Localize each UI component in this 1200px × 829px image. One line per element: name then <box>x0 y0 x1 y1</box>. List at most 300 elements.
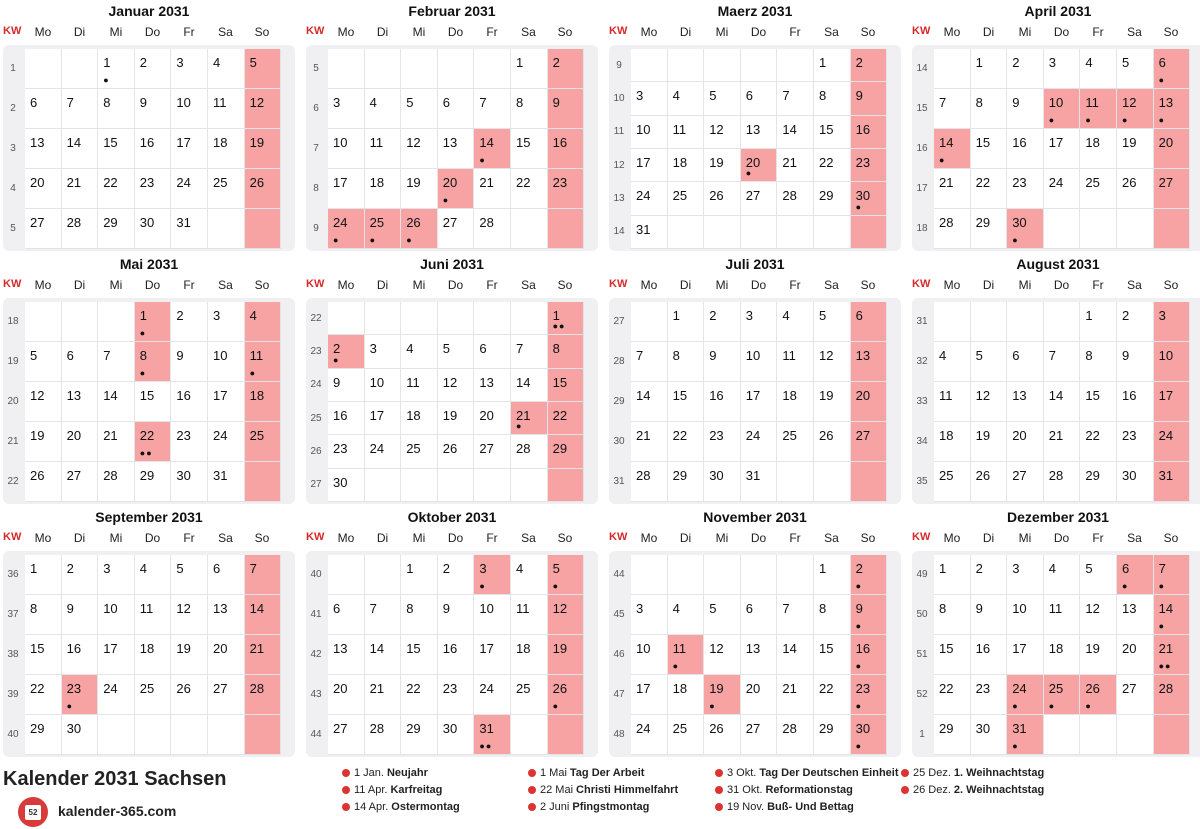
day-cell[interactable] <box>25 675 62 715</box>
day-cell[interactable] <box>208 462 245 502</box>
day-cell[interactable] <box>25 715 62 755</box>
day-cell[interactable] <box>741 635 778 675</box>
day-cell[interactable] <box>704 82 741 115</box>
day-cell[interactable] <box>814 82 851 115</box>
day-cell[interactable] <box>171 129 208 169</box>
day-cell[interactable] <box>814 182 851 215</box>
day-cell[interactable] <box>704 116 741 149</box>
day-cell[interactable] <box>365 595 402 635</box>
day-cell[interactable] <box>62 89 99 129</box>
day-cell[interactable] <box>814 595 851 635</box>
day-cell[interactable] <box>171 89 208 129</box>
day-cell[interactable] <box>1044 635 1081 675</box>
day-cell[interactable] <box>704 182 741 215</box>
day-cell[interactable] <box>971 89 1008 129</box>
day-cell[interactable] <box>245 555 282 595</box>
day-cell[interactable] <box>814 302 851 342</box>
day-cell[interactable] <box>62 129 99 169</box>
day-cell[interactable] <box>365 435 402 468</box>
day-cell[interactable] <box>971 342 1008 382</box>
day-cell[interactable] <box>668 182 705 215</box>
day-cell[interactable] <box>62 715 99 755</box>
day-cell[interactable] <box>328 435 365 468</box>
day-cell[interactable] <box>814 635 851 675</box>
day-cell[interactable] <box>971 555 1008 595</box>
day-cell[interactable] <box>171 555 208 595</box>
day-cell[interactable] <box>777 635 814 675</box>
day-cell[interactable] <box>777 595 814 635</box>
day-cell[interactable] <box>971 595 1008 635</box>
day-cell[interactable] <box>171 302 208 342</box>
day-cell[interactable] <box>135 555 172 595</box>
day-cell[interactable] <box>171 49 208 89</box>
day-cell[interactable] <box>777 382 814 422</box>
day-cell[interactable] <box>438 169 475 209</box>
day-cell[interactable] <box>438 435 475 468</box>
day-cell[interactable] <box>1007 462 1044 502</box>
day-cell[interactable] <box>777 149 814 182</box>
day-cell[interactable] <box>474 635 511 675</box>
day-cell[interactable] <box>62 595 99 635</box>
day-cell[interactable] <box>548 435 585 468</box>
day-cell[interactable] <box>98 49 135 89</box>
day-cell[interactable] <box>1044 595 1081 635</box>
day-cell[interactable] <box>25 129 62 169</box>
day-cell[interactable] <box>548 675 585 715</box>
day-cell[interactable] <box>438 595 475 635</box>
day-cell[interactable] <box>245 302 282 342</box>
day-cell[interactable] <box>25 462 62 502</box>
day-cell[interactable] <box>741 342 778 382</box>
day-cell[interactable] <box>631 715 668 755</box>
day-cell[interactable] <box>245 635 282 675</box>
day-cell[interactable] <box>1154 595 1191 635</box>
day-cell[interactable] <box>511 49 548 89</box>
day-cell[interactable] <box>548 129 585 169</box>
day-cell[interactable] <box>814 149 851 182</box>
day-cell[interactable] <box>1007 382 1044 422</box>
day-cell[interactable] <box>934 462 971 502</box>
day-cell[interactable] <box>1080 382 1117 422</box>
day-cell[interactable] <box>741 715 778 755</box>
day-cell[interactable] <box>328 335 365 368</box>
day-cell[interactable] <box>1007 422 1044 462</box>
day-cell[interactable] <box>62 382 99 422</box>
day-cell[interactable] <box>365 89 402 129</box>
day-cell[interactable] <box>135 209 172 249</box>
day-cell[interactable] <box>851 422 888 462</box>
day-cell[interactable] <box>1117 382 1154 422</box>
day-cell[interactable] <box>548 555 585 595</box>
day-cell[interactable] <box>208 302 245 342</box>
day-cell[interactable] <box>631 635 668 675</box>
day-cell[interactable] <box>971 129 1008 169</box>
day-cell[interactable] <box>328 675 365 715</box>
day-cell[interactable] <box>777 422 814 462</box>
day-cell[interactable] <box>98 635 135 675</box>
day-cell[interactable] <box>98 675 135 715</box>
site-link[interactable]: kalender-365.com <box>58 803 177 819</box>
day-cell[interactable] <box>851 342 888 382</box>
day-cell[interactable] <box>245 342 282 382</box>
day-cell[interactable] <box>1117 169 1154 209</box>
day-cell[interactable] <box>474 715 511 755</box>
day-cell[interactable] <box>474 402 511 435</box>
day-cell[interactable] <box>971 462 1008 502</box>
day-cell[interactable] <box>1154 675 1191 715</box>
day-cell[interactable] <box>1117 462 1154 502</box>
day-cell[interactable] <box>365 635 402 675</box>
day-cell[interactable] <box>814 675 851 715</box>
day-cell[interactable] <box>704 595 741 635</box>
day-cell[interactable] <box>741 382 778 422</box>
day-cell[interactable] <box>511 89 548 129</box>
day-cell[interactable] <box>62 169 99 209</box>
day-cell[interactable] <box>631 149 668 182</box>
day-cell[interactable] <box>365 169 402 209</box>
day-cell[interactable] <box>704 302 741 342</box>
day-cell[interactable] <box>777 82 814 115</box>
day-cell[interactable] <box>741 182 778 215</box>
day-cell[interactable] <box>1117 635 1154 675</box>
day-cell[interactable] <box>25 595 62 635</box>
day-cell[interactable] <box>208 595 245 635</box>
day-cell[interactable] <box>438 675 475 715</box>
day-cell[interactable] <box>245 129 282 169</box>
day-cell[interactable] <box>1080 555 1117 595</box>
day-cell[interactable] <box>511 595 548 635</box>
day-cell[interactable] <box>851 595 888 635</box>
day-cell[interactable] <box>814 49 851 82</box>
day-cell[interactable] <box>328 402 365 435</box>
day-cell[interactable] <box>851 555 888 595</box>
day-cell[interactable] <box>328 469 365 502</box>
day-cell[interactable] <box>814 555 851 595</box>
day-cell[interactable] <box>328 369 365 402</box>
day-cell[interactable] <box>548 335 585 368</box>
day-cell[interactable] <box>1080 89 1117 129</box>
day-cell[interactable] <box>704 635 741 675</box>
day-cell[interactable] <box>208 89 245 129</box>
day-cell[interactable] <box>631 422 668 462</box>
day-cell[interactable] <box>1117 675 1154 715</box>
day-cell[interactable] <box>1044 169 1081 209</box>
day-cell[interactable] <box>631 116 668 149</box>
day-cell[interactable] <box>704 675 741 715</box>
day-cell[interactable] <box>548 369 585 402</box>
day-cell[interactable] <box>934 89 971 129</box>
day-cell[interactable] <box>171 382 208 422</box>
day-cell[interactable] <box>668 382 705 422</box>
day-cell[interactable] <box>62 675 99 715</box>
day-cell[interactable] <box>171 462 208 502</box>
day-cell[interactable] <box>631 342 668 382</box>
day-cell[interactable] <box>668 462 705 502</box>
day-cell[interactable] <box>98 342 135 382</box>
day-cell[interactable] <box>98 555 135 595</box>
day-cell[interactable] <box>668 149 705 182</box>
day-cell[interactable] <box>1117 595 1154 635</box>
day-cell[interactable] <box>171 422 208 462</box>
day-cell[interactable] <box>438 369 475 402</box>
day-cell[interactable] <box>474 129 511 169</box>
day-cell[interactable] <box>511 335 548 368</box>
day-cell[interactable] <box>62 342 99 382</box>
day-cell[interactable] <box>1007 89 1044 129</box>
day-cell[interactable] <box>934 635 971 675</box>
day-cell[interactable] <box>135 302 172 342</box>
day-cell[interactable] <box>971 422 1008 462</box>
day-cell[interactable] <box>1154 382 1191 422</box>
day-cell[interactable] <box>1154 422 1191 462</box>
day-cell[interactable] <box>1080 49 1117 89</box>
day-cell[interactable] <box>474 555 511 595</box>
day-cell[interactable] <box>401 555 438 595</box>
day-cell[interactable] <box>98 129 135 169</box>
day-cell[interactable] <box>851 635 888 675</box>
day-cell[interactable] <box>1007 209 1044 249</box>
day-cell[interactable] <box>934 209 971 249</box>
day-cell[interactable] <box>851 382 888 422</box>
day-cell[interactable] <box>208 555 245 595</box>
day-cell[interactable] <box>971 382 1008 422</box>
day-cell[interactable] <box>98 422 135 462</box>
day-cell[interactable] <box>245 169 282 209</box>
day-cell[interactable] <box>401 209 438 249</box>
day-cell[interactable] <box>971 49 1008 89</box>
day-cell[interactable] <box>245 595 282 635</box>
day-cell[interactable] <box>851 182 888 215</box>
day-cell[interactable] <box>631 216 668 249</box>
day-cell[interactable] <box>1044 89 1081 129</box>
day-cell[interactable] <box>135 462 172 502</box>
day-cell[interactable] <box>704 715 741 755</box>
day-cell[interactable] <box>741 675 778 715</box>
day-cell[interactable] <box>245 422 282 462</box>
day-cell[interactable] <box>401 595 438 635</box>
day-cell[interactable] <box>741 462 778 502</box>
day-cell[interactable] <box>328 635 365 675</box>
day-cell[interactable] <box>365 715 402 755</box>
day-cell[interactable] <box>668 302 705 342</box>
day-cell[interactable] <box>328 715 365 755</box>
day-cell[interactable] <box>1007 49 1044 89</box>
day-cell[interactable] <box>777 675 814 715</box>
day-cell[interactable] <box>401 129 438 169</box>
day-cell[interactable] <box>401 402 438 435</box>
day-cell[interactable] <box>438 635 475 675</box>
day-cell[interactable] <box>1154 49 1191 89</box>
day-cell[interactable] <box>511 555 548 595</box>
day-cell[interactable] <box>1154 129 1191 169</box>
day-cell[interactable] <box>25 635 62 675</box>
day-cell[interactable] <box>934 595 971 635</box>
day-cell[interactable] <box>814 116 851 149</box>
day-cell[interactable] <box>245 382 282 422</box>
day-cell[interactable] <box>934 342 971 382</box>
day-cell[interactable] <box>62 555 99 595</box>
day-cell[interactable] <box>1080 342 1117 382</box>
day-cell[interactable] <box>971 675 1008 715</box>
day-cell[interactable] <box>934 422 971 462</box>
day-cell[interactable] <box>1117 129 1154 169</box>
day-cell[interactable] <box>1044 342 1081 382</box>
day-cell[interactable] <box>1007 635 1044 675</box>
day-cell[interactable] <box>668 116 705 149</box>
day-cell[interactable] <box>245 89 282 129</box>
day-cell[interactable] <box>208 129 245 169</box>
day-cell[interactable] <box>1080 675 1117 715</box>
day-cell[interactable] <box>851 82 888 115</box>
day-cell[interactable] <box>1044 422 1081 462</box>
day-cell[interactable] <box>25 382 62 422</box>
day-cell[interactable] <box>25 555 62 595</box>
day-cell[interactable] <box>971 169 1008 209</box>
day-cell[interactable] <box>777 342 814 382</box>
day-cell[interactable] <box>1080 595 1117 635</box>
day-cell[interactable] <box>668 715 705 755</box>
day-cell[interactable] <box>62 635 99 675</box>
day-cell[interactable] <box>631 675 668 715</box>
day-cell[interactable] <box>474 435 511 468</box>
day-cell[interactable] <box>851 715 888 755</box>
day-cell[interactable] <box>631 462 668 502</box>
day-cell[interactable] <box>135 169 172 209</box>
day-cell[interactable] <box>1117 302 1154 342</box>
day-cell[interactable] <box>1080 462 1117 502</box>
day-cell[interactable] <box>98 462 135 502</box>
day-cell[interactable] <box>741 116 778 149</box>
day-cell[interactable] <box>511 169 548 209</box>
day-cell[interactable] <box>777 715 814 755</box>
day-cell[interactable] <box>98 89 135 129</box>
day-cell[interactable] <box>135 382 172 422</box>
day-cell[interactable] <box>777 182 814 215</box>
day-cell[interactable] <box>1154 555 1191 595</box>
day-cell[interactable] <box>668 82 705 115</box>
day-cell[interactable] <box>135 342 172 382</box>
day-cell[interactable] <box>365 675 402 715</box>
day-cell[interactable] <box>1117 49 1154 89</box>
day-cell[interactable] <box>328 89 365 129</box>
day-cell[interactable] <box>548 302 585 335</box>
day-cell[interactable] <box>98 595 135 635</box>
day-cell[interactable] <box>135 89 172 129</box>
day-cell[interactable] <box>704 149 741 182</box>
day-cell[interactable] <box>741 82 778 115</box>
day-cell[interactable] <box>438 402 475 435</box>
day-cell[interactable] <box>1007 675 1044 715</box>
day-cell[interactable] <box>474 89 511 129</box>
day-cell[interactable] <box>1080 169 1117 209</box>
day-cell[interactable] <box>401 169 438 209</box>
day-cell[interactable] <box>971 209 1008 249</box>
day-cell[interactable] <box>25 89 62 129</box>
day-cell[interactable] <box>208 49 245 89</box>
day-cell[interactable] <box>851 675 888 715</box>
day-cell[interactable] <box>208 382 245 422</box>
day-cell[interactable] <box>511 369 548 402</box>
day-cell[interactable] <box>814 422 851 462</box>
day-cell[interactable] <box>704 382 741 422</box>
day-cell[interactable] <box>328 129 365 169</box>
day-cell[interactable] <box>668 422 705 462</box>
day-cell[interactable] <box>548 635 585 675</box>
day-cell[interactable] <box>245 49 282 89</box>
day-cell[interactable] <box>1007 129 1044 169</box>
day-cell[interactable] <box>814 715 851 755</box>
day-cell[interactable] <box>1007 169 1044 209</box>
day-cell[interactable] <box>631 595 668 635</box>
day-cell[interactable] <box>851 149 888 182</box>
day-cell[interactable] <box>401 715 438 755</box>
day-cell[interactable] <box>135 422 172 462</box>
day-cell[interactable] <box>704 422 741 462</box>
day-cell[interactable] <box>548 89 585 129</box>
day-cell[interactable] <box>934 169 971 209</box>
day-cell[interactable] <box>208 635 245 675</box>
day-cell[interactable] <box>401 369 438 402</box>
day-cell[interactable] <box>401 635 438 675</box>
day-cell[interactable] <box>171 169 208 209</box>
day-cell[interactable] <box>934 555 971 595</box>
day-cell[interactable] <box>365 335 402 368</box>
day-cell[interactable] <box>438 335 475 368</box>
day-cell[interactable] <box>971 715 1008 755</box>
day-cell[interactable] <box>1080 129 1117 169</box>
day-cell[interactable] <box>1007 595 1044 635</box>
day-cell[interactable] <box>208 342 245 382</box>
day-cell[interactable] <box>474 335 511 368</box>
day-cell[interactable] <box>328 595 365 635</box>
day-cell[interactable] <box>1154 462 1191 502</box>
day-cell[interactable] <box>438 129 475 169</box>
day-cell[interactable] <box>25 422 62 462</box>
day-cell[interactable] <box>668 595 705 635</box>
day-cell[interactable] <box>25 342 62 382</box>
day-cell[interactable] <box>135 675 172 715</box>
day-cell[interactable] <box>1117 342 1154 382</box>
day-cell[interactable] <box>62 462 99 502</box>
day-cell[interactable] <box>171 635 208 675</box>
day-cell[interactable] <box>208 675 245 715</box>
day-cell[interactable] <box>171 595 208 635</box>
day-cell[interactable] <box>814 382 851 422</box>
day-cell[interactable] <box>401 435 438 468</box>
day-cell[interactable] <box>704 462 741 502</box>
day-cell[interactable] <box>1154 302 1191 342</box>
day-cell[interactable] <box>548 402 585 435</box>
day-cell[interactable] <box>631 82 668 115</box>
day-cell[interactable] <box>971 635 1008 675</box>
day-cell[interactable] <box>474 209 511 249</box>
day-cell[interactable] <box>474 595 511 635</box>
day-cell[interactable] <box>814 342 851 382</box>
day-cell[interactable] <box>1044 129 1081 169</box>
day-cell[interactable] <box>365 209 402 249</box>
day-cell[interactable] <box>1044 555 1081 595</box>
day-cell[interactable] <box>25 209 62 249</box>
day-cell[interactable] <box>668 635 705 675</box>
day-cell[interactable] <box>208 169 245 209</box>
day-cell[interactable] <box>934 129 971 169</box>
day-cell[interactable] <box>668 675 705 715</box>
day-cell[interactable] <box>511 635 548 675</box>
day-cell[interactable] <box>1080 635 1117 675</box>
day-cell[interactable] <box>777 116 814 149</box>
day-cell[interactable] <box>631 182 668 215</box>
day-cell[interactable] <box>171 209 208 249</box>
